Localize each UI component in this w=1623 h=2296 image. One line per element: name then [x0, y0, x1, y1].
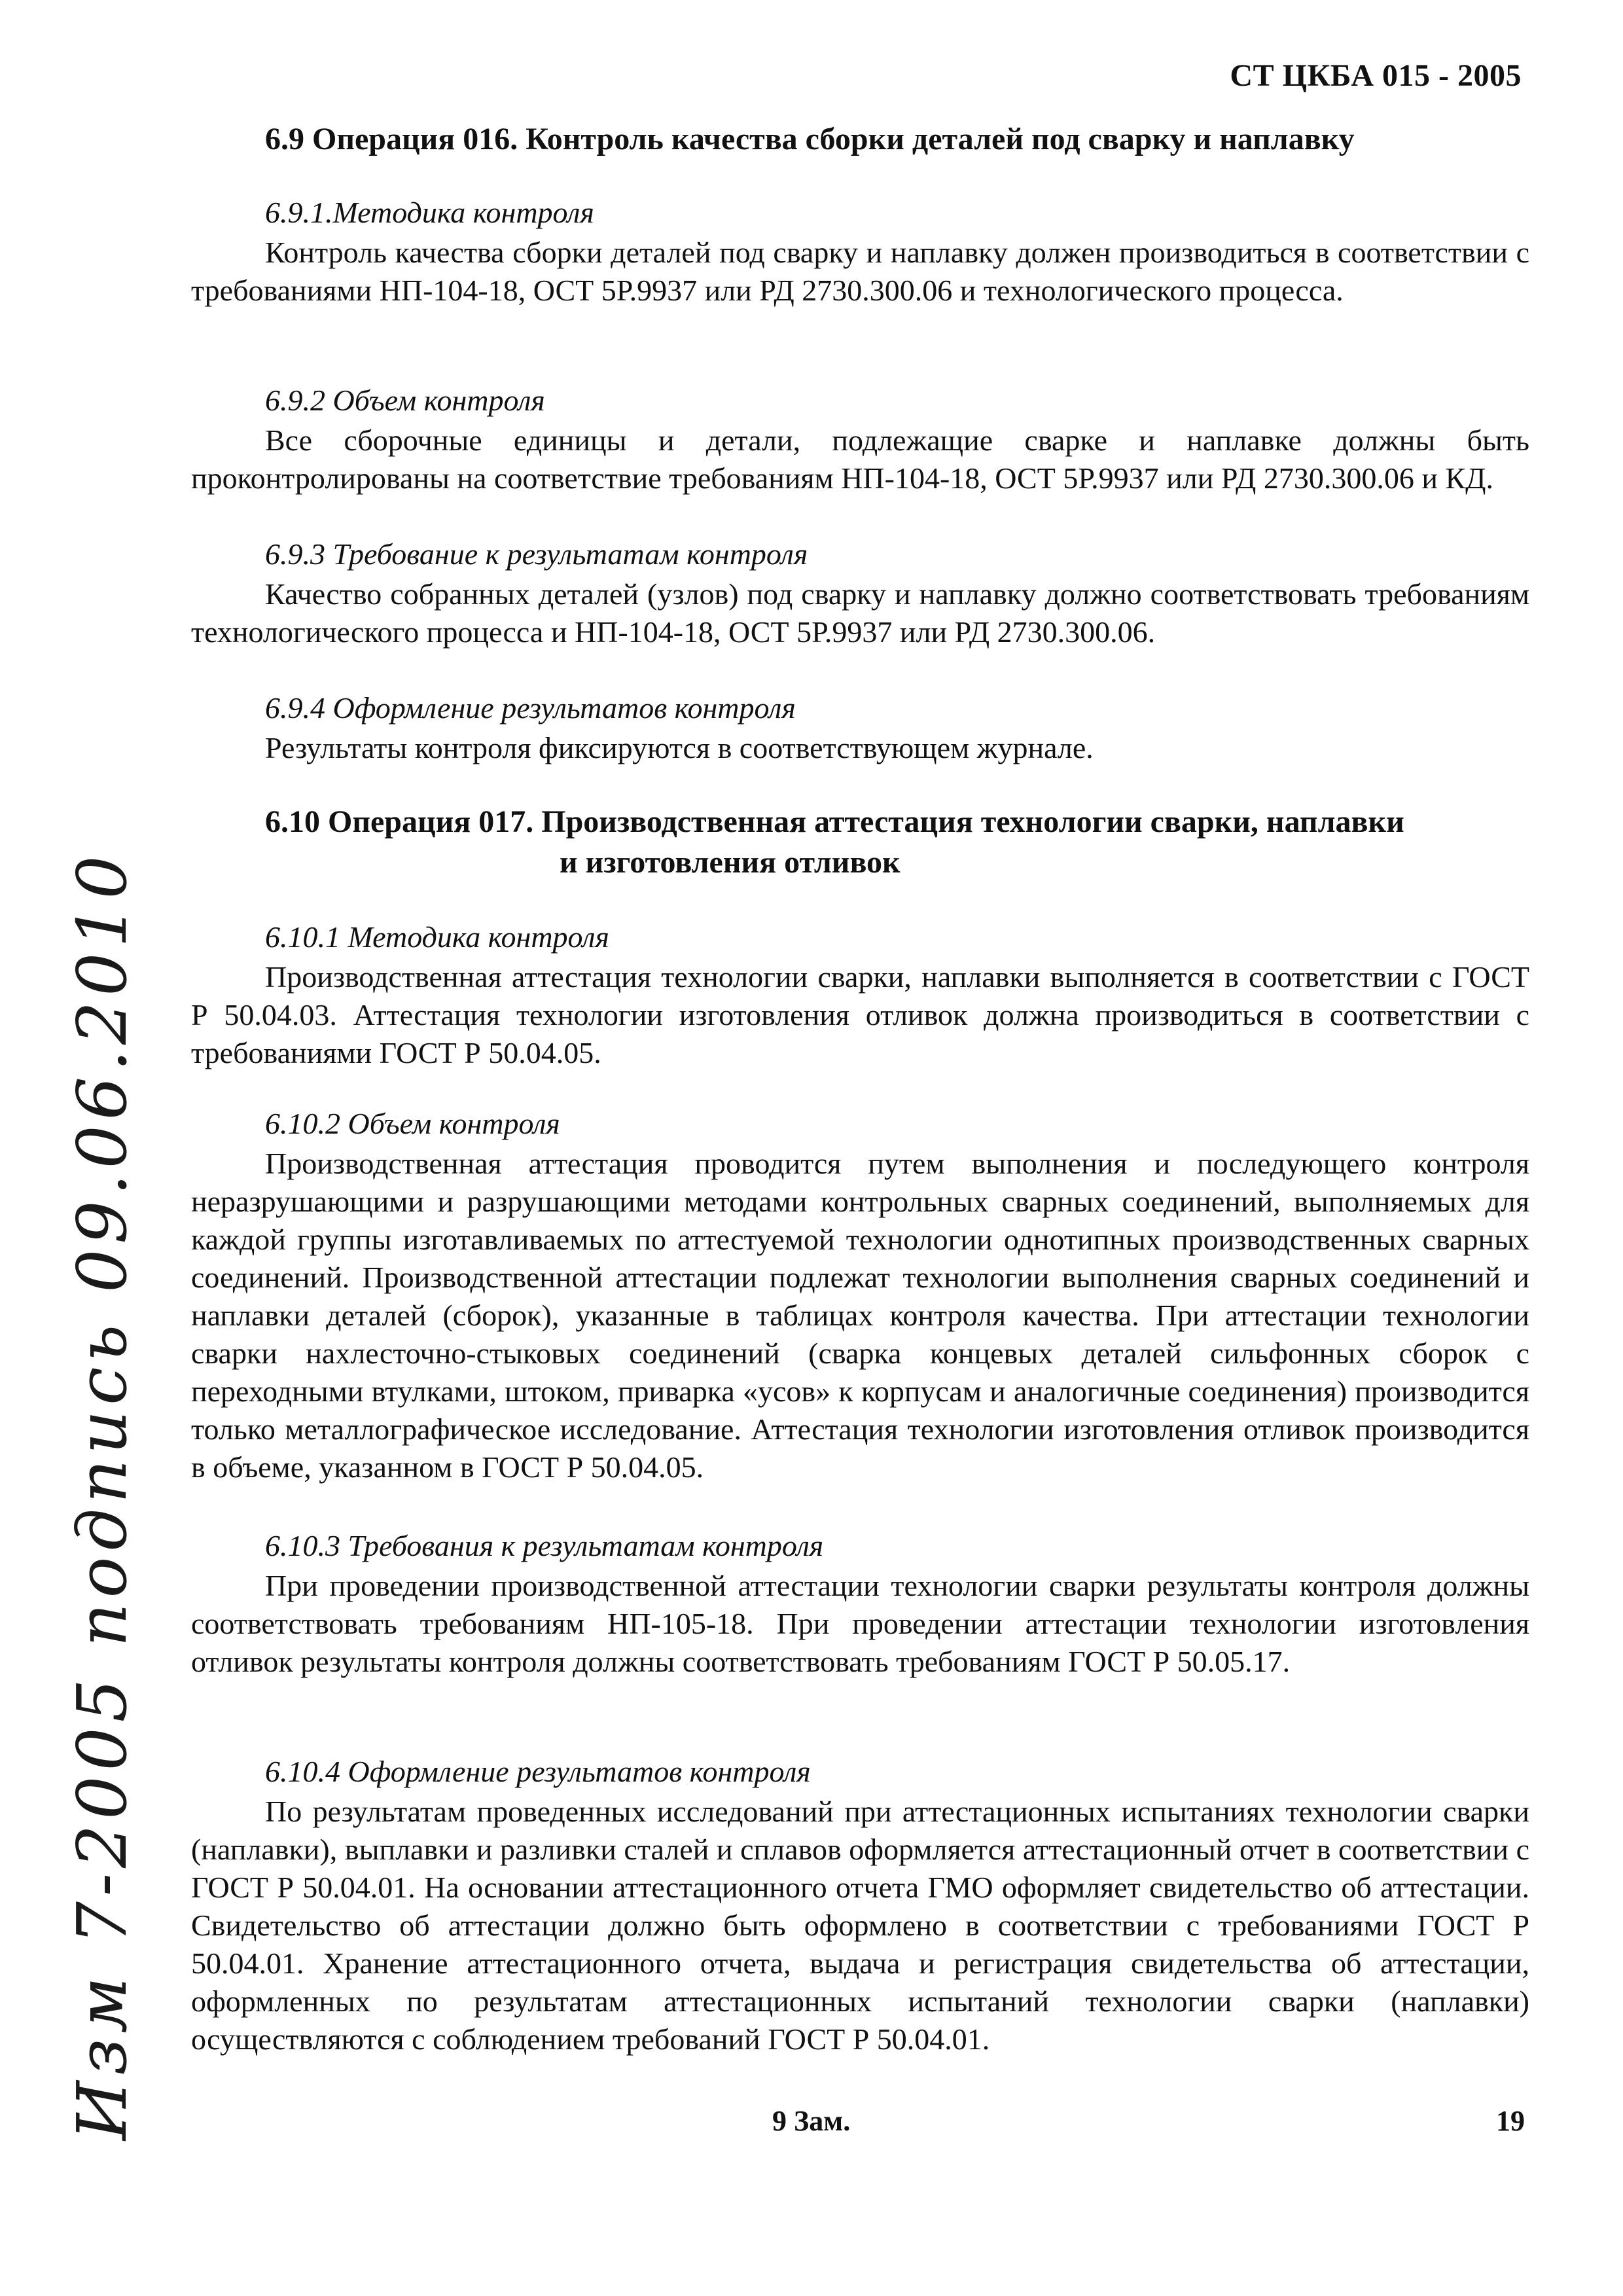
subsection-6-10-3-title: 6.10.3 Требования к результатам контроля [265, 1529, 824, 1562]
section-6-10-heading-line1: 6.10 Операция 017. Производственная аттестация технологии сварки, наплавки [265, 804, 1404, 839]
section-6-10-heading-line2: и изготовления отливок [560, 845, 901, 880]
handwritten-margin-note: Изм 7-2005 подпись 09.06.2010 [62, 850, 142, 2140]
document-code: СТ ЦКБА 015 - 2005 [1230, 58, 1522, 93]
subsection-6-9-2-title: 6.9.2 Объем контроля [265, 384, 545, 417]
section-6-10-heading [265, 802, 1404, 883]
page-number: 19 [1496, 2105, 1525, 2137]
subsection-6-10-3-text: При проведении производственной аттестации технологии сварки результаты контроля должны соответствовать требованиям НП-105-18. При проведении аттестации технологии изготовления отливок результаты контроля должны соответствовать требованиям ГОСТ Р 50.05.17. [191, 1569, 1529, 1678]
subsection-6-9-3-text: Качество собранных деталей (узлов) под сварку и наплавку должно соответствовать требованиям технологического процесса и НП-104-18, ОСТ 5Р.9937 или РД 2730.300.06. [191, 577, 1529, 649]
subsection-6-10-1-title: 6.10.1 Методика контроля [265, 920, 609, 954]
subsection-6-9-1-text: Контроль качества сборки деталей под сварку и наплавку должен производиться в соответствии с требованиями НП-104-18, ОСТ 5Р.9937 или РД 2730.300.06 и технологического процесса. [191, 236, 1529, 307]
subsection-6-9-4-text: Результаты контроля фиксируются в соответствующем журнале. [265, 731, 1094, 764]
subsection-6-10-4-title: 6.10.4 Оформление результатов контроля [265, 1755, 811, 1788]
subsection-6-10-2-text: Производственная аттестация проводится путем выполнения и последующего контроля неразрушающими и разрушающими методами контрольных сварных соединений, выполняемых для каждой группы изготавливаемых по аттестуемой технологии однотипных производственных сварных соединений. Производственной аттестации подлежат технологии выполнения сварных соединений и наплавки деталей (сборок), указанные в таблицах контроля качества. При аттестации технологии сварки нахлесточно-стыковых соединений (сварка концевых деталей сильфонных сборок с переходными втулками, штоком, приварка «усов» к корпусам и аналогичные соединения) производится только металлографическое исследование. Аттестация технологии изготовления отливок производится в объеме, указанном в ГОСТ Р 50.04.05. [191, 1147, 1529, 1484]
subsection-6-10-4-text: По результатам проведенных исследований при аттестационных испытаниях технологии сварки (наплавки), выплавки и разливки сталей и сплавов оформляется аттестационный отчет в соответствии с ГОСТ Р 50.04.01. На основании аттестационного отчета ГМО оформляет свидетельство об аттестации. Свидетельство об аттестации должно быть оформлено в соответствии с требованиями ГОСТ Р 50.04.01. Хранение аттестационного отчета, выдача и регистрация свидетельства об аттестации, оформленных по результатам аттестационных испытаний технологии сварки (наплавки) осуществляются с соблюдением требований ГОСТ Р 50.04.01. [191, 1795, 1529, 2056]
subsection-6-10-2-title: 6.10.2 Объем контроля [265, 1107, 560, 1140]
subsection-6-10-1-text: Производственная аттестация технологии сварки, наплавки выполняется в соответствии с ГОСТ Р 50.04.03. Аттестация технологии изготовления отливок должна производиться в соответствии с требованиями ГОСТ Р 50.04.05. [191, 960, 1529, 1069]
subsection-6-9-2-text: Все сборочные единицы и детали, подлежащие сварке и наплавке должны быть проконтролированы на соответствие требованиям НП-104-18, ОСТ 5Р.9937 или РД 2730.300.06 и КД. [191, 423, 1529, 495]
footer-change-note: 9 Зам. [772, 2105, 851, 2137]
subsection-6-9-4-title: 6.9.4 Оформление результатов контроля [265, 691, 796, 725]
subsection-6-9-1-title: 6.9.1.Методика контроля [265, 196, 594, 229]
subsection-6-9-3-title: 6.9.3 Требование к результатам контроля [265, 537, 808, 571]
section-6-9-heading: 6.9 Операция 016. Контроль качества сборки деталей под сварку и наплавку [265, 122, 1355, 156]
